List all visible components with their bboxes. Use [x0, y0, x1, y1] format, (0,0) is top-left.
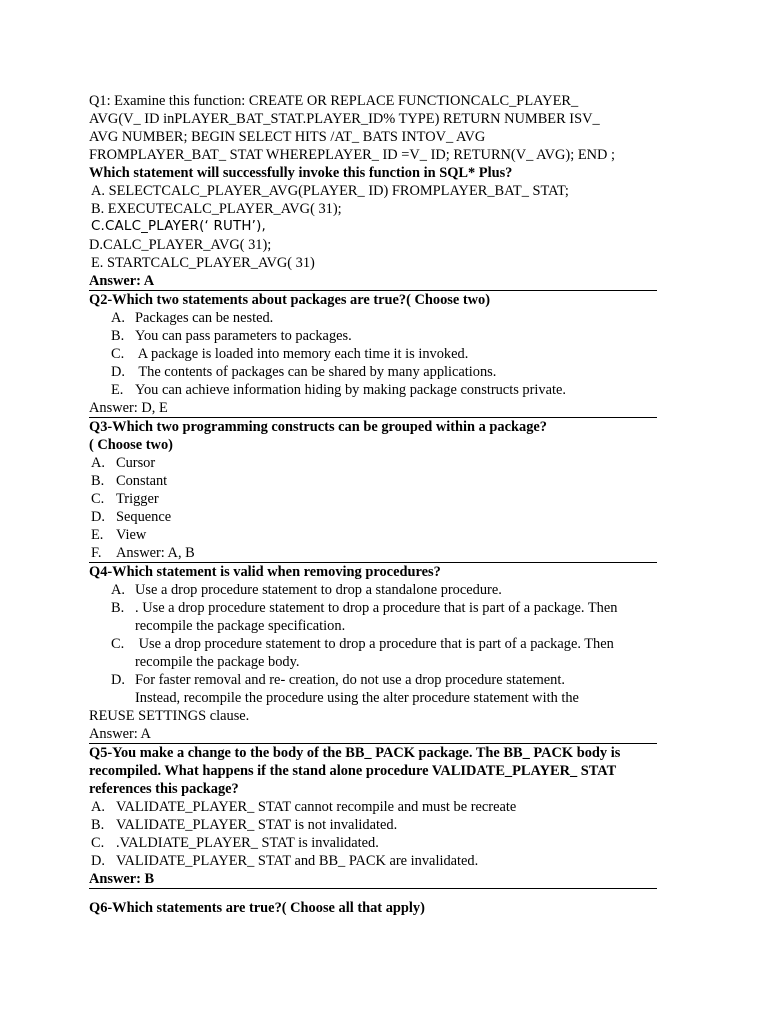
- q1-answer: Answer: A: [89, 272, 657, 291]
- q4-option-d: D. For faster removal and re- creation, do not use a drop procedure statement.: [111, 672, 565, 688]
- q4-option-c-cont: recompile the package body.: [135, 654, 300, 670]
- q3-option-a: A. Cursor: [91, 455, 156, 471]
- q4-option-d-cont: Instead, recompile the procedure using the alter procedure statement with the: [135, 690, 579, 706]
- question-4: [89, 563, 657, 744]
- q3-option-c: C. Trigger: [91, 491, 159, 507]
- q2-option-d: D. The contents of packages can be shared by many applications.: [111, 364, 497, 380]
- q5-option-a: A. VALIDATE_PLAYER_ STAT cannot recompile and must be recreate: [91, 799, 517, 815]
- q6-question: Q6-Which statements are true?( Choose all that apply): [89, 900, 425, 916]
- q4-option-c: C. Use a drop procedure statement to drop a procedure that is part of a package. Then: [111, 636, 614, 652]
- question-3: [89, 418, 657, 563]
- q1-option-b: B. EXECUTECALC_PLAYER_AVG( 31);: [91, 201, 342, 217]
- q4-option-d-cont2: REUSE SETTINGS clause.: [89, 708, 250, 724]
- q2-option-a: A. Packages can be nested.: [111, 310, 274, 326]
- q5-answer: Answer: B: [89, 870, 657, 889]
- question-2: [89, 291, 657, 418]
- q1-text-line: Q1: Examine this function: CREATE OR REPLACE FUNCTIONCALC_PLAYER_: [89, 93, 579, 109]
- q4-option-b: B. . Use a drop procedure statement to drop a procedure that is part of a package. Then: [111, 600, 618, 616]
- q4-answer: Answer: A: [89, 725, 657, 744]
- q5-question-cont2: references this package?: [89, 781, 239, 797]
- document-page: [89, 92, 657, 917]
- q5-option-d: D. VALIDATE_PLAYER_ STAT and BB_ PACK are invalidated.: [91, 853, 479, 869]
- q1-option-c: C.CALC_PLAYER(‘ RUTH’),: [91, 219, 266, 234]
- q3-question-cont: ( Choose two): [89, 437, 173, 453]
- question-5: [89, 744, 657, 889]
- q3-question: Q3-Which two programming constructs can be grouped within a package?: [89, 419, 547, 435]
- q5-option-c: C. .VALDIATE_PLAYER_ STAT is invalidated.: [91, 835, 379, 851]
- q3-option-d: D. Sequence: [91, 509, 172, 525]
- q4-option-b-cont: recompile the package specification.: [135, 618, 346, 634]
- q2-option-b: B. You can pass parameters to packages.: [111, 328, 352, 344]
- question-1: [89, 92, 657, 291]
- q4-option-a: A. Use a drop procedure statement to drop a standalone procedure.: [111, 582, 502, 598]
- q3-option-f-answer: F. Answer: A, B: [89, 544, 657, 563]
- q2-answer: Answer: D, E: [89, 399, 657, 418]
- q1-option-e: E. STARTCALC_PLAYER_AVG( 31): [91, 255, 315, 271]
- q1-text-line: FROMPLAYER_BAT_ STAT WHEREPLAYER_ ID =V_ ID; RETURN(V_ AVG); END ;: [89, 147, 615, 163]
- q3-option-b: B. Constant: [91, 473, 168, 489]
- q2-option-c: C. A package is loaded into memory each time it is invoked.: [111, 346, 469, 362]
- q5-option-b: B. VALIDATE_PLAYER_ STAT is not invalidated.: [91, 817, 398, 833]
- q5-question: Q5-You make a change to the body of the BB_ PACK package. The BB_ PACK body is: [89, 745, 621, 761]
- q1-option-a: A. SELECTCALC_PLAYER_AVG(PLAYER_ ID) FROMPLAYER_BAT_ STAT;: [91, 183, 569, 199]
- q2-option-e: E. You can achieve information hiding by making package constructs private.: [111, 382, 566, 398]
- question-6: [89, 899, 657, 917]
- q1-option-d: D.CALC_PLAYER_AVG( 31);: [89, 237, 272, 253]
- q2-question: Q2-Which two statements about packages are true?( Choose two): [89, 292, 491, 308]
- q3-option-e: E. View: [91, 527, 147, 543]
- q1-question: Which statement will successfully invoke this function in SQL* Plus?: [89, 165, 513, 181]
- spacer: [89, 889, 657, 899]
- q5-question-cont: recompiled. What happens if the stand alone procedure VALIDATE_PLAYER_ STAT: [89, 763, 617, 779]
- q1-text-line: AVG(V_ ID inPLAYER_BAT_STAT.PLAYER_ID% TYPE) RETURN NUMBER ISV_: [89, 111, 600, 127]
- q1-text-line: AVG NUMBER; BEGIN SELECT HITS /AT_ BATS INTOV_ AVG: [89, 129, 486, 145]
- q4-question: Q4-Which statement is valid when removing procedures?: [89, 564, 441, 580]
